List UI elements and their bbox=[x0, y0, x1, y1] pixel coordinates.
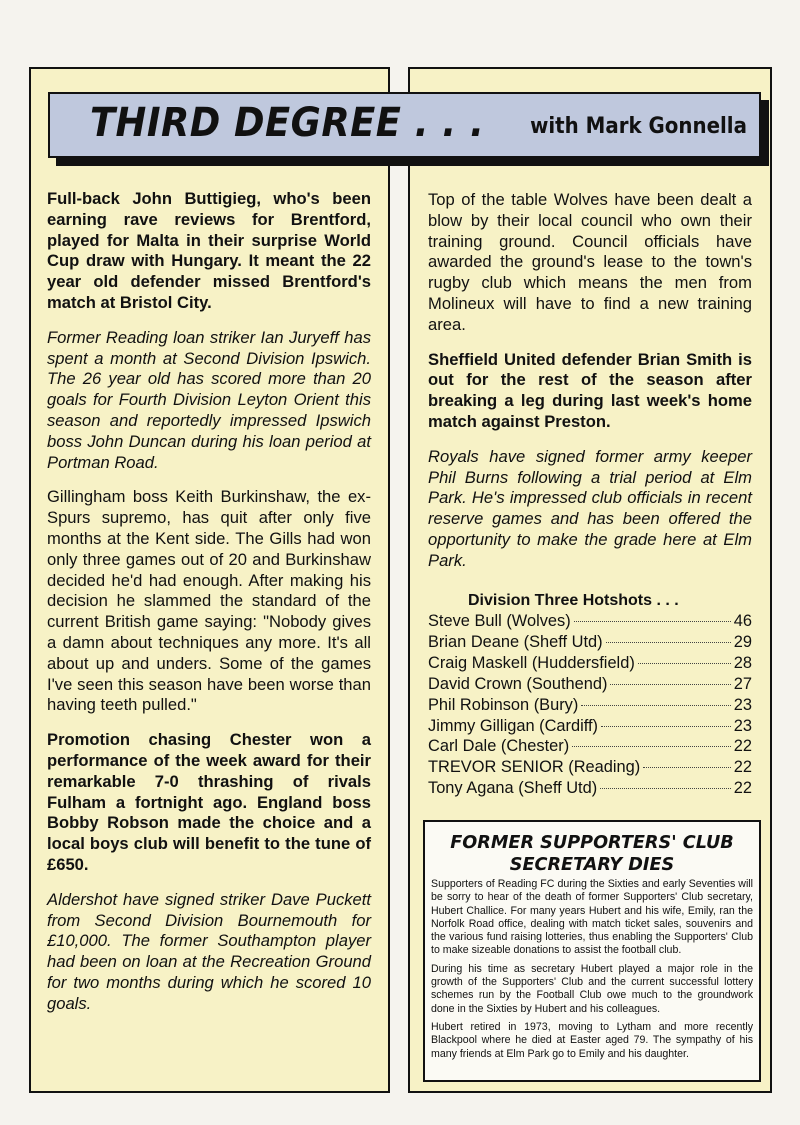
dot-leader bbox=[643, 767, 731, 768]
news-item-juryeff: Former Reading loan striker Ian Juryeff has spent a month at Second Division Ipswich. The 26 year old has scored more than 20 goals for Fourth Division Leyton Orient this season and reportedly impressed Ipswich boss John Duncan during his loan period at Portman Road. bbox=[47, 327, 371, 472]
news-item-burkinshaw: Gillingham boss Keith Burkinshaw, the ex-Spurs supremo, has quit after only five months at the Kent side. The Gills had won only three games out of 20 and Burkinshaw decided he'd had enough. After making his decision he slammed the standard of the current British game saying: "Nobody gives a damn about techniques any more. It's all about up and unders. Some of the games I've seen this season have been worse than having teeth pulled." bbox=[47, 487, 371, 715]
goal-count: 22 bbox=[733, 779, 752, 798]
obituary-title-line1: FORMER SUPPORTERS' CLUB bbox=[450, 832, 734, 853]
goal-count: 23 bbox=[733, 716, 752, 735]
player-name: TREVOR SENIOR (Reading) bbox=[428, 758, 641, 777]
left-column-text bbox=[47, 189, 371, 1028]
player-name: Craig Maskell (Huddersfield) bbox=[428, 653, 635, 672]
news-item-phil-burns: Royals have signed former army keeper Phil Burns following a trial period at Elm Park. He's impressed club officials in recent reserve games and has been offered the opportunity to make the grade here at Elm Park. bbox=[428, 446, 752, 570]
dot-leader bbox=[600, 788, 731, 789]
player-name: Tony Agana (Sheff Utd) bbox=[428, 779, 598, 798]
goal-count: 28 bbox=[733, 653, 752, 672]
goal-count: 27 bbox=[733, 674, 752, 693]
dot-leader bbox=[574, 621, 731, 622]
obituary-title-line2: SECRETARY DIES bbox=[509, 854, 675, 875]
obituary-title bbox=[428, 832, 755, 876]
hotshots-row bbox=[428, 778, 752, 799]
player-name: David Crown (Southend) bbox=[428, 674, 608, 693]
page-title: THIRD DEGREE . . . bbox=[90, 100, 485, 146]
dot-leader bbox=[610, 684, 730, 685]
news-item-wolves: Top of the table Wolves have been dealt a blow by their local council who own their training ground. Council officials have awarded the ground's lease to the town's rugby club which means the men from Molineux will have to find a new training area. bbox=[428, 190, 752, 334]
dot-leader bbox=[581, 705, 730, 706]
hotshots-title: Division Three Hotshots . . . bbox=[468, 592, 679, 609]
hotshots-row bbox=[428, 695, 752, 716]
right-column-text bbox=[428, 190, 752, 586]
player-name: Phil Robinson (Bury) bbox=[428, 695, 579, 714]
byline: with Mark Gonnella bbox=[530, 114, 747, 139]
hotshots-row bbox=[428, 757, 752, 778]
goal-count: 29 bbox=[733, 632, 752, 651]
goal-count: 22 bbox=[733, 758, 752, 777]
dot-leader bbox=[606, 642, 731, 643]
dot-leader bbox=[601, 726, 731, 727]
goal-count: 46 bbox=[733, 612, 752, 630]
goal-count: 22 bbox=[733, 737, 752, 756]
hotshots-row bbox=[428, 736, 752, 757]
news-item-brian-smith: Sheffield United defender Brian Smith is out for the rest of the season after breaking a leg during last week's home match against Preston. bbox=[428, 349, 752, 431]
hotshots-row bbox=[428, 653, 752, 674]
obituary-body bbox=[431, 878, 753, 1066]
dot-leader bbox=[638, 663, 731, 664]
player-name: Jimmy Gilligan (Cardiff) bbox=[428, 716, 599, 735]
news-item-buttigieg: Full-back John Buttigieg, who's been earning rave reviews for Brentford, played for Malta in their surprise World Cup draw with Hungary. It meant the 22 year old defender missed Brentford's match at Bristol City. bbox=[47, 189, 371, 312]
goal-count: 23 bbox=[733, 695, 752, 714]
news-item-chester: Promotion chasing Chester won a performance of the week award for their remarkable 7-0 thrashing of rivals Fulham a fortnight ago. England boss Bobby Robson made the choice and a local boys club will benefit to the tune of £650. bbox=[47, 730, 371, 874]
player-name: Carl Dale (Chester) bbox=[428, 737, 570, 756]
dot-leader bbox=[572, 746, 731, 747]
hotshots-row bbox=[428, 674, 752, 695]
obituary-paragraph: During his time as secretary Hubert played a major role in the growth of the Supporters' Club and the current successful lottery schemes run by the Football Club owe much to the groundwork done in the Sixties by Hubert and his colleagues. bbox=[431, 962, 753, 1015]
obituary-paragraph: Hubert retired in 1973, moving to Lytham and more recently Blackpool where he died at Easter aged 79. The sympathy of his many friends at Elm Park go to Emily and his daughter. bbox=[431, 1020, 753, 1060]
obituary-paragraph: Supporters of Reading FC during the Sixties and early Seventies will be sorry to hear of the death of former Supporters' Club secretary, Hubert Challice. For many years Hubert and his wife, Emily, ran the Norfolk Road office, dealing with match ticket sales, souvenirs and the various fund raising lotteries, thus enabling the Supporters' Club to make sizeable donations to assist the football club. bbox=[431, 878, 753, 957]
hotshots-row bbox=[428, 611, 752, 632]
hotshots-row bbox=[428, 632, 752, 653]
news-item-puckett: Aldershot have signed striker Dave Puckett from Second Division Bournemouth for £10,000. The former Southampton player had been on loan at the Recreation Ground for two months during which he scored 10 goals. bbox=[47, 889, 371, 1013]
player-name: Steve Bull (Wolves) bbox=[428, 612, 571, 630]
hotshots-row bbox=[428, 716, 752, 737]
header-banner bbox=[48, 92, 761, 158]
player-name: Brian Deane (Sheff Utd) bbox=[428, 632, 603, 651]
hotshots-list bbox=[428, 611, 752, 799]
